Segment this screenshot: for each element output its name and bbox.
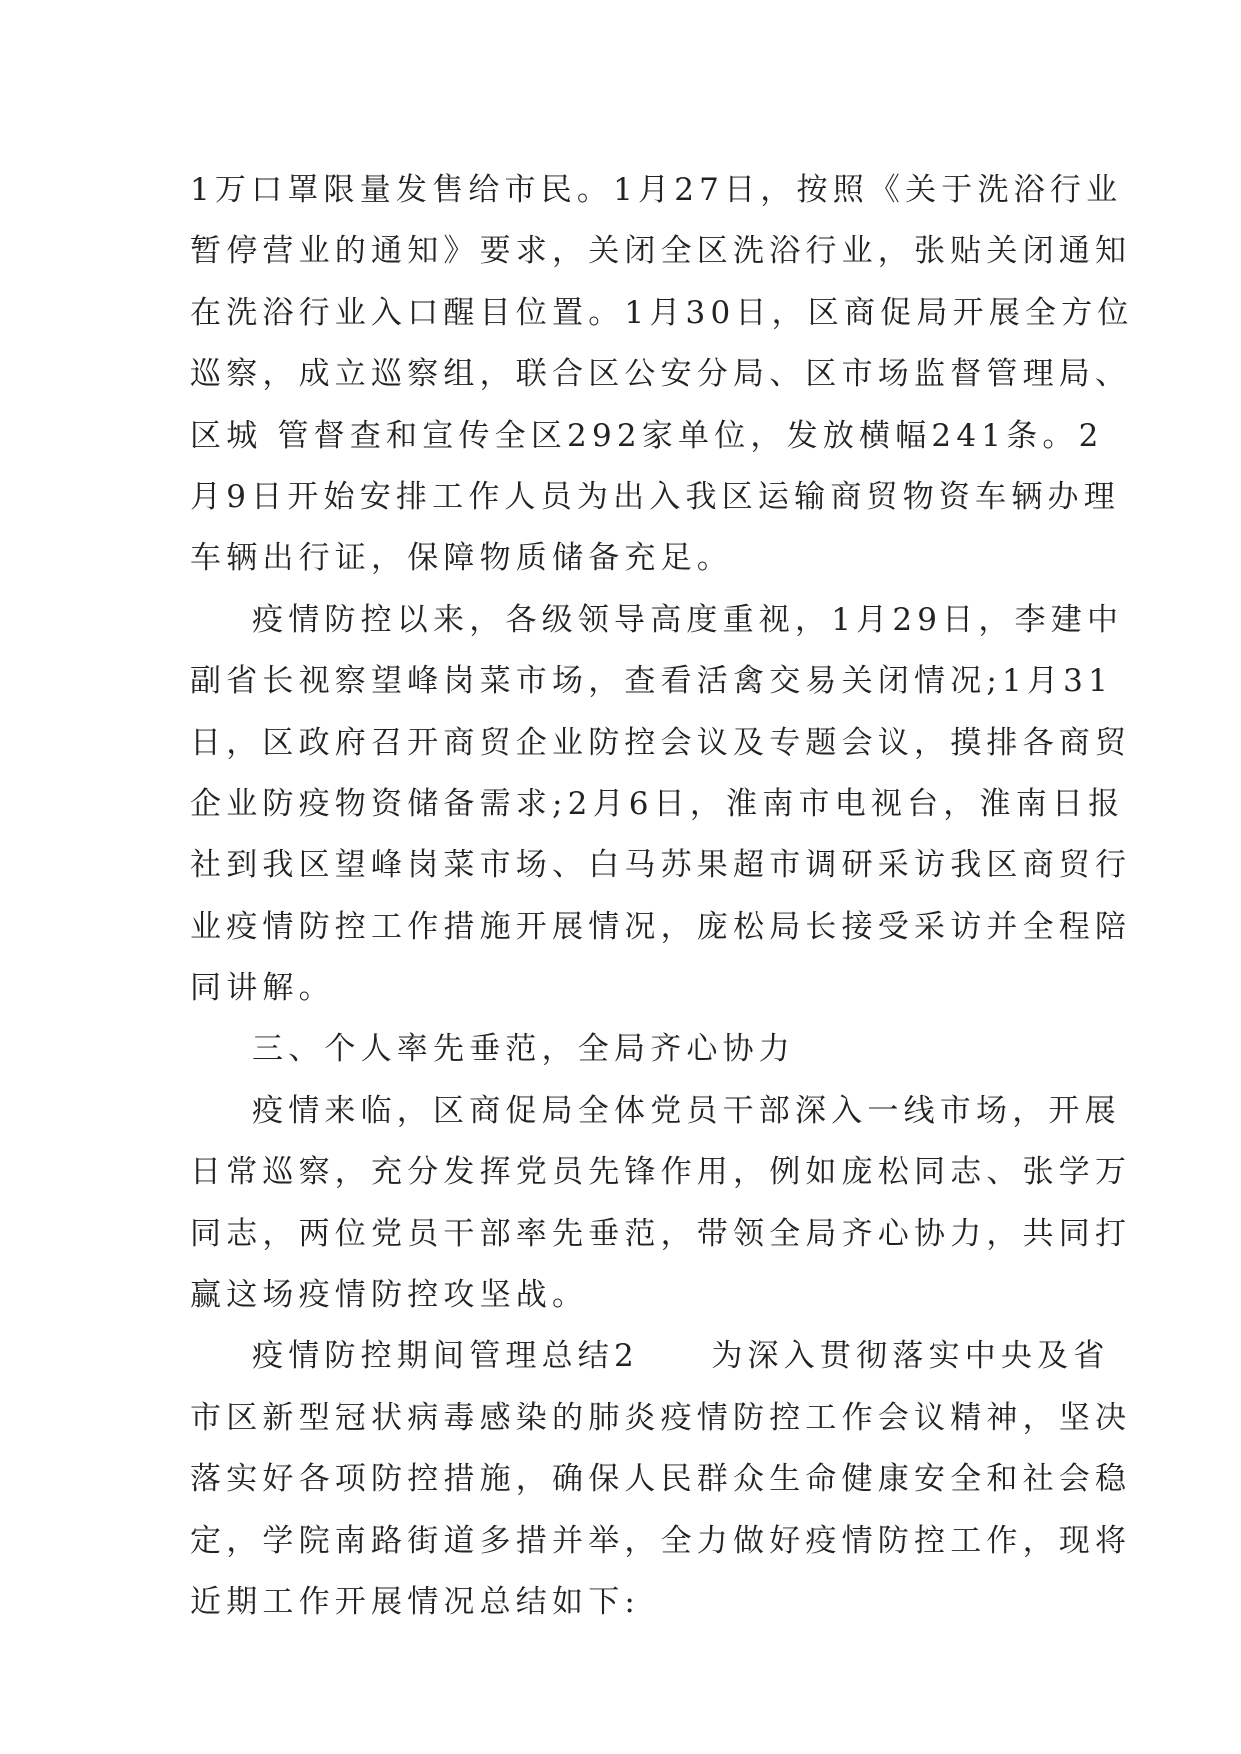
paragraph-first-line: 疫情来临，区商促局全体党员干部深入一线市场，开展 [252,1092,1121,1129]
text-line: 赢这场疫情防控攻坚战。 [190,1277,589,1314]
text-line: 在洗浴行业入口醒目位置。1月30日，区商促局开展全方位 [190,294,1134,331]
text-line: 日，区政府召开商贸企业防控会议及专题会议，摸排各商贸 [190,724,1132,761]
paragraph-first-line: 疫情防控期间管理总结2 为深入贯彻落实中央及省 [252,1338,1110,1375]
text-line: 市区新型冠状病毒感染的肺炎疫情防控工作会议精神，坚决 [190,1399,1132,1436]
text-line: 企业防疫物资储备需求;2月6日，淮南市电视台，淮南日报 [190,785,1125,822]
text-line: 定，学院南路街道多措并举，全力做好疫情防控工作，现将 [190,1522,1132,1559]
text-line: 月9日开始安排工作人员为出入我区运输商贸物资车辆办理 [190,478,1120,515]
text-line: 暂停营业的通知》要求，关闭全区洗浴行业，张贴关闭通知 [190,233,1132,270]
text-line: 落实好各项防控措施，确保人民群众生命健康安全和社会稳 [190,1461,1132,1498]
text-line: 社到我区望峰岗菜市场、白马苏果超市调研采访我区商贸行 [190,847,1132,884]
text-line: 副省长视察望峰岗菜市场，查看活禽交易关闭情况;1月31 [190,663,1114,700]
section-heading: 三、个人率先垂范，全局齐心协力 [252,1031,795,1068]
text-line: 1万口罩限量发售给市民。1月27日，按照《关于洗浴行业 [190,172,1123,208]
text-line: 近期工作开展情况总结如下: [190,1583,641,1620]
paragraph-first-line: 疫情防控以来，各级领导高度重视，1月29日，李建中 [252,601,1124,638]
text-line: 同志，两位党员干部率先垂范，带领全局齐心协力，共同打 [190,1215,1132,1252]
document-body [190,160,1134,1633]
text-line: 同讲解。 [190,970,335,1007]
text-line: 区城 管督查和宣传全区292家单位，发放横幅241条。2 [190,417,1104,454]
text-line: 巡察，成立巡察组，联合区公安分局、区市场监督管理局、 [190,356,1132,393]
text-line: 业疫情防控工作措施开展情况，庞松局长接受采访并全程陪 [190,908,1132,945]
text-line: 车辆出行证，保障物质储备充足。 [190,540,733,577]
text-line: 日常巡察，充分发挥党员先锋作用，例如庞松同志、张学万 [190,1154,1132,1191]
